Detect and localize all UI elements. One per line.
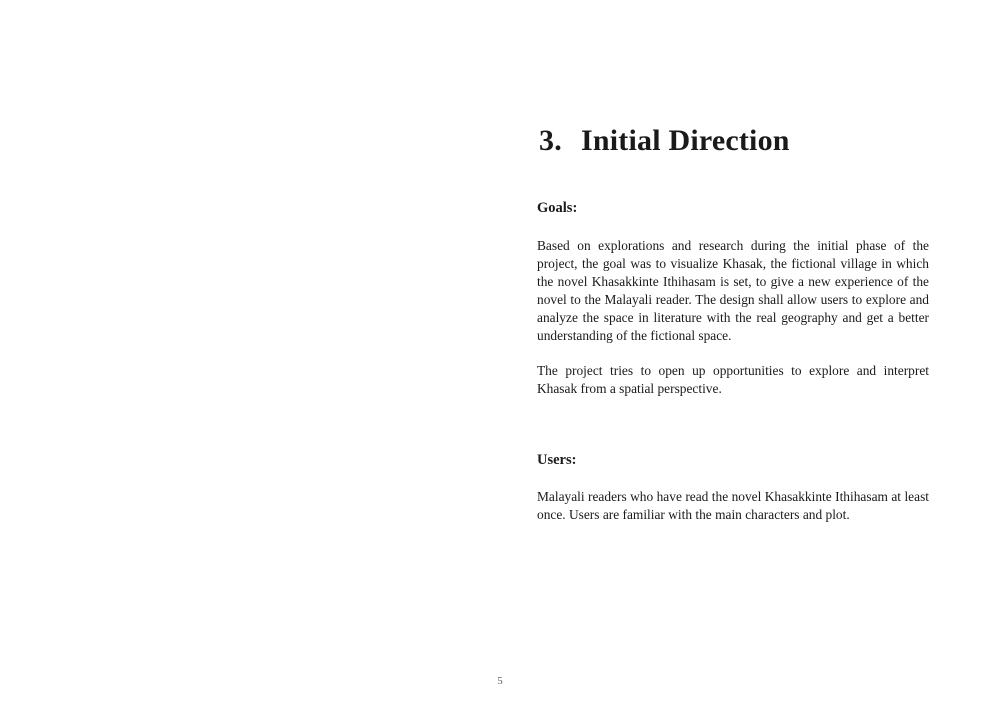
page-number: 5 [497, 675, 503, 687]
goals-heading: Goals: [537, 200, 578, 216]
goals-paragraph-1: Based on explorations and research during the initial phase of the project, the goal was to visualize Khasak, the fictional village in which the novel Khasakkinte Ithihasam is set, to give a new experience of the novel to the Malayali reader. The design shall allow users to explore and analyze the space in literature with the real geography and get a better understanding of the fictional space. [537, 238, 929, 343]
users-heading: Users: [537, 452, 577, 468]
users-paragraph-1: Malayali readers who have read the novel Khasakkinte Ithihasam at least once. Users are familiar with the main characters and plot. [537, 489, 929, 522]
section-number: 3. [539, 124, 562, 157]
section-heading [539, 124, 790, 158]
goals-paragraph-2: The project tries to open up opportunities to explore and interpret Khasak from a spatial perspective. [537, 363, 929, 396]
section-title: Initial Direction [581, 124, 790, 157]
